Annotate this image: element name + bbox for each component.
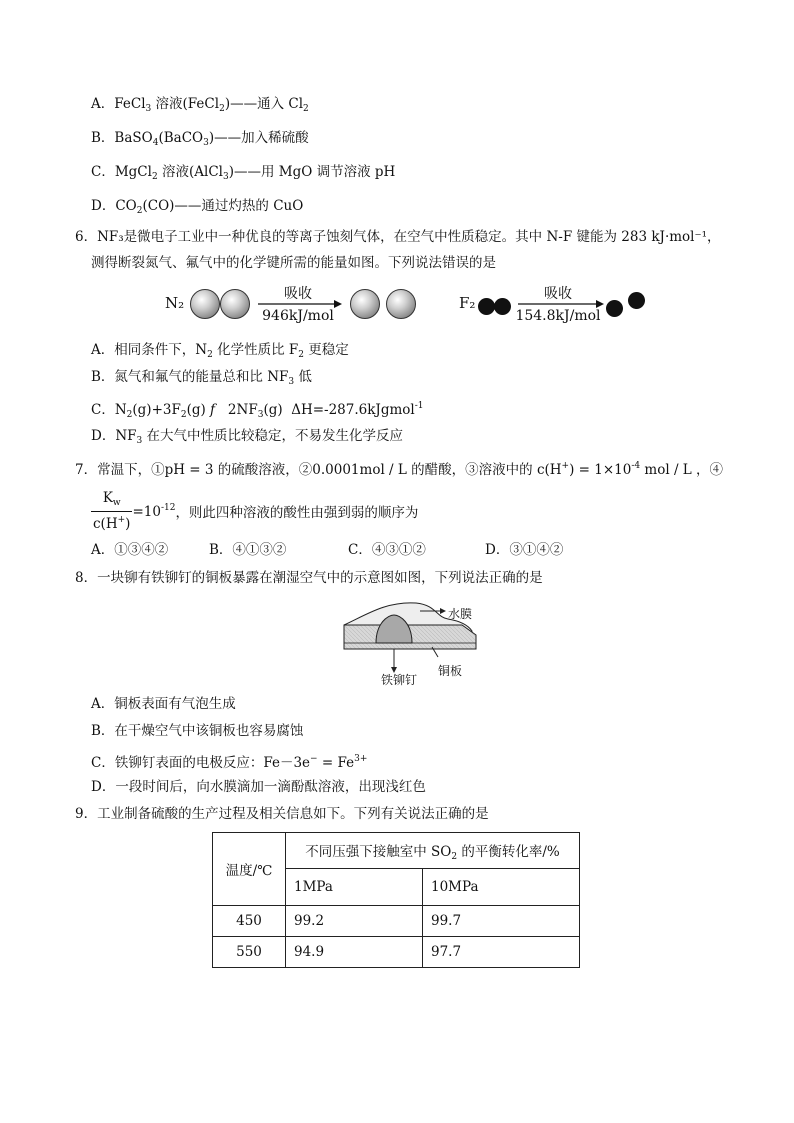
q8-option-d: D．一段时间后，向水膜滴加一滴酚酞溶液，出现浅红色 [91,779,426,795]
f-atom-ball [494,298,511,315]
q6-option-b: B．氮气和氟气的能量总和比 $NF_3$ 低 [91,369,312,387]
f2-energy-label: 154.8kJ/mol [515,308,601,324]
q5-option-d: D．$CO_2(CO)——$通过灼热的 CuO [91,198,304,216]
n2-energy-label: 946kJ/mol [262,308,334,324]
n-atom-ball [190,289,220,319]
plate-label: 铜板 [438,664,463,678]
q7-option-d: D．③①④② [485,542,564,558]
q6-option-c: C．$N_2(g)+3F_2(g)$ f $2NF_3(g)$ ΔH=-287.6kJgmol$^{-1}$ [91,401,424,420]
table-row [213,937,580,968]
kw-fraction: $\frac{K_w}{c(H^+)}$ [93,490,131,532]
q6-option-a: A．相同条件下，$N_2$ 化学性质比 $F_2$ 更稳定 [91,342,349,360]
q9-stem: 9．工业制备硫酸的生产过程及相关信息如下。下列有关说法正确的是 [75,806,489,822]
q8-option-b: B．在干燥空气中该铜板也容易腐蚀 [91,723,304,739]
q8-option-a: A．铜板表面有气泡生成 [91,696,236,712]
q6-stem-line2: 测得断裂氮气、氟气中的化学键所需的能量如图。下列说法错误的是 [91,255,496,271]
table-group-header: 不同压强下接触室中 $SO_2$ 的平衡转化率/% [286,833,580,869]
table-cell: 99.7 [423,906,580,937]
table-cell-temp: 550 [213,937,286,968]
f-atom-ball [478,298,495,315]
n2-label: N₂ [165,294,185,312]
q7-option-a: A．①③④② [91,542,169,558]
q5-option-c: C．MgCl$_2$ 溶液(AlCl$_3$)——用 MgO 调节溶液 pH [91,164,396,182]
rivet-label: 铁铆钉 [381,673,418,687]
n-atom-ball [350,289,380,319]
q6-stem-line1: 6．NF₃是微电子工业中一种优良的等离子蚀刻气体，在空气中性质稳定。其中 N-F 键能为 283 kJ·mol⁻¹， [75,229,721,245]
table-pressure-header: 10MPa [423,869,580,906]
n-atom-ball [386,289,416,319]
so2-conversion-table [212,832,580,968]
table-cell: 99.2 [286,906,423,937]
f-atom-ball [628,292,645,309]
q7-stem-fraction-line: $\frac{K_w}{c(H^+)}$ $=10^{-12}$，则此四种溶液的酸性由强到弱的顺序为 [93,490,419,532]
n-atom-ball [220,289,250,319]
q7-option-c: C．④③①② [348,542,426,558]
q5-option-b: B．BaSO$_4$(BaCO$_3$)——加入稀硫酸 [91,130,309,148]
f-atom-ball [606,300,623,317]
f2-absorb-label: 吸收 [544,286,572,302]
table-pressure-header: 1MPa [286,869,423,906]
n2-absorb-label: 吸收 [284,286,312,302]
water-film-label: 水膜 [448,607,473,621]
f2-label: F₂ [459,294,476,312]
q7-option-b: B．④①③② [209,542,287,558]
table-row [213,906,580,937]
q6-option-d: D．$NF_3$ 在大气中性质比较稳定，不易发生化学反应 [91,428,404,446]
table-corner-header: 温度/℃ [213,833,286,906]
table-cell: 94.9 [286,937,423,968]
q8-stem: 8．一块铆有铁铆钉的铜板暴露在潮湿空气中的示意图如图，下列说法正确的是 [75,570,543,586]
table-cell: 97.7 [423,937,580,968]
q5-option-a: A．FeCl$_3$ 溶液(FeCl$_2$)——通入 $Cl_2$ [91,96,309,114]
table-cell-temp: 450 [213,906,286,937]
q8-option-c: C．铁铆钉表面的电极反应：$Fe-3e^- = Fe^{3+}$ [91,754,368,771]
q7-stem: 7．常温下，①pH = 3 的硫酸溶液，②0.0001mol / L 的醋酸，③溶液中的 $c(H^+) = 1\times 10^{-4}$ mol / L ，④ [75,461,724,478]
